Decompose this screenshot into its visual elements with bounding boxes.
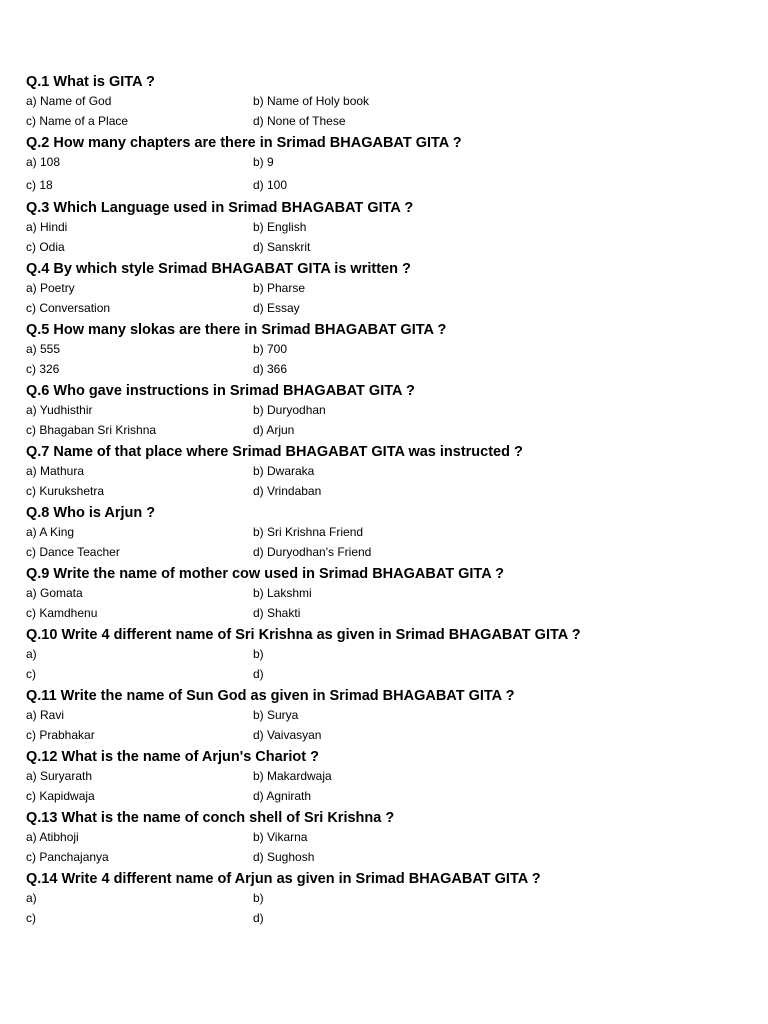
options-row bbox=[26, 92, 746, 112]
option-d: d) bbox=[253, 910, 264, 925]
option-c: c) Prabhakar bbox=[26, 727, 95, 742]
option-d: d) Duryodhan's Friend bbox=[253, 544, 372, 559]
option-b: b) Name of Holy book bbox=[253, 94, 370, 108]
question-11 bbox=[26, 686, 746, 745]
option-a: a) A King bbox=[26, 525, 75, 539]
option-a: a) Mathura bbox=[26, 464, 85, 478]
option-c: c) 326 bbox=[26, 361, 60, 376]
option-c: c) bbox=[26, 666, 36, 681]
option-d: d) Sughosh bbox=[253, 849, 315, 864]
option-c: c) Odia bbox=[26, 239, 65, 254]
question-14 bbox=[26, 869, 746, 928]
question-8 bbox=[26, 503, 746, 562]
question-1 bbox=[26, 72, 746, 131]
options-row bbox=[26, 462, 746, 482]
question-title: Q.10 Write 4 different name of Sri Krishna as given in Srimad BHAGABAT GITA ? bbox=[26, 627, 581, 643]
options-row bbox=[26, 523, 746, 543]
question-title: Q.6 Who gave instructions in Srimad BHAGABAT GITA ? bbox=[26, 383, 415, 399]
question-title: Q.8 Who is Arjun ? bbox=[26, 505, 156, 521]
option-b: b) Dwaraka bbox=[253, 464, 315, 478]
option-d: d) Vrindaban bbox=[253, 483, 322, 498]
option-d: d) Agnirath bbox=[253, 788, 312, 803]
question-5 bbox=[26, 320, 746, 379]
option-b: b) 700 bbox=[253, 342, 288, 356]
option-b: b) English bbox=[253, 220, 307, 234]
option-c: c) Dance Teacher bbox=[26, 544, 120, 559]
question-title: Q.9 Write the name of mother cow used in Srimad BHAGABAT GITA ? bbox=[26, 566, 505, 582]
question-13 bbox=[26, 808, 746, 867]
options-row bbox=[26, 848, 746, 868]
options-row bbox=[26, 543, 746, 563]
options-row bbox=[26, 767, 746, 787]
option-c: c) Name of a Place bbox=[26, 113, 129, 128]
options-row bbox=[26, 421, 746, 441]
question-12 bbox=[26, 747, 746, 806]
option-d: d) None of These bbox=[253, 113, 346, 128]
options-row bbox=[26, 665, 746, 685]
option-a: a) Suryarath bbox=[26, 769, 93, 783]
options-row bbox=[26, 238, 746, 258]
option-b: b) Sri Krishna Friend bbox=[253, 525, 364, 539]
options-row bbox=[26, 340, 746, 360]
question-title: Q.3 Which Language used in Srimad BHAGABAT GITA ? bbox=[26, 200, 414, 216]
option-a: a) 108 bbox=[26, 155, 61, 169]
options-row bbox=[26, 279, 746, 299]
option-b: b) Duryodhan bbox=[253, 403, 326, 417]
option-b: b) Makardwaja bbox=[253, 769, 332, 783]
option-b: b) Pharse bbox=[253, 281, 306, 295]
question-title: Q.2 How many chapters are there in Srimad BHAGABAT GITA ? bbox=[26, 135, 462, 151]
option-c: c) bbox=[26, 910, 36, 925]
option-c: c) Kurukshetra bbox=[26, 483, 105, 498]
options-row bbox=[26, 482, 746, 502]
question-title: Q.5 How many slokas are there in Srimad BHAGABAT GITA ? bbox=[26, 322, 447, 338]
options-row bbox=[26, 112, 746, 132]
option-a: a) Atibhoji bbox=[26, 830, 79, 844]
question-title: Q.11 Write the name of Sun God as given in Srimad BHAGABAT GITA ? bbox=[26, 688, 515, 704]
options-row bbox=[26, 604, 746, 624]
option-a: a) Yudhisthir bbox=[26, 403, 93, 417]
option-a: a) 555 bbox=[26, 342, 61, 356]
option-c: c) Kapidwaja bbox=[26, 788, 95, 803]
question-4 bbox=[26, 259, 746, 318]
option-a: a) Name of God bbox=[26, 94, 112, 108]
option-d: d) 366 bbox=[253, 361, 288, 376]
options-row bbox=[26, 645, 746, 665]
option-c: c) 18 bbox=[26, 177, 53, 192]
options-row bbox=[26, 787, 746, 807]
question-title: Q.14 Write 4 different name of Arjun as given in Srimad BHAGABAT GITA ? bbox=[26, 871, 541, 887]
option-a: a) Ravi bbox=[26, 708, 65, 722]
question-title: Q.13 What is the name of conch shell of Sri Krishna ? bbox=[26, 810, 395, 826]
options-row bbox=[26, 360, 746, 380]
option-c: c) Kamdhenu bbox=[26, 605, 98, 620]
question-9 bbox=[26, 564, 746, 623]
question-title: Q.1 What is GITA ? bbox=[26, 74, 155, 90]
option-b: b) Lakshmi bbox=[253, 586, 312, 600]
options-row bbox=[26, 889, 746, 909]
option-b: b) Surya bbox=[253, 708, 299, 722]
option-a: a) Gomata bbox=[26, 586, 83, 600]
option-d: d) Essay bbox=[253, 300, 300, 315]
option-b: b) bbox=[253, 891, 264, 905]
option-c: c) Bhagaban Sri Krishna bbox=[26, 422, 157, 437]
question-title: Q.12 What is the name of Arjun's Chariot ? bbox=[26, 749, 319, 765]
question-2 bbox=[26, 133, 746, 195]
options-row bbox=[26, 401, 746, 421]
question-7 bbox=[26, 442, 746, 501]
options-row bbox=[26, 218, 746, 238]
options-row bbox=[26, 176, 746, 196]
option-d: d) Arjun bbox=[253, 422, 295, 437]
option-b: b) 9 bbox=[253, 155, 274, 169]
options-row bbox=[26, 726, 746, 746]
option-c: c) Panchajanya bbox=[26, 849, 109, 864]
options-row bbox=[26, 584, 746, 604]
options-row bbox=[26, 828, 746, 848]
options-row bbox=[26, 706, 746, 726]
option-a: a) bbox=[26, 647, 37, 661]
option-d: d) Shakti bbox=[253, 605, 301, 620]
option-b: b) Vikarna bbox=[253, 830, 308, 844]
option-d: d) 100 bbox=[253, 177, 288, 192]
question-6 bbox=[26, 381, 746, 440]
option-d: d) bbox=[253, 666, 264, 681]
option-a: a) Poetry bbox=[26, 281, 75, 295]
question-3 bbox=[26, 198, 746, 257]
options-row bbox=[26, 299, 746, 319]
options-row bbox=[26, 153, 746, 173]
option-d: d) Vaivasyan bbox=[253, 727, 322, 742]
option-b: b) bbox=[253, 647, 264, 661]
question-title: Q.7 Name of that place where Srimad BHAGABAT GITA was instructed ? bbox=[26, 444, 523, 460]
question-title: Q.4 By which style Srimad BHAGABAT GITA is written ? bbox=[26, 261, 411, 277]
option-a: a) bbox=[26, 891, 37, 905]
question-10 bbox=[26, 625, 746, 684]
options-row bbox=[26, 909, 746, 929]
option-c: c) Conversation bbox=[26, 300, 111, 315]
option-d: d) Sanskrit bbox=[253, 239, 311, 254]
option-a: a) Hindi bbox=[26, 220, 68, 234]
